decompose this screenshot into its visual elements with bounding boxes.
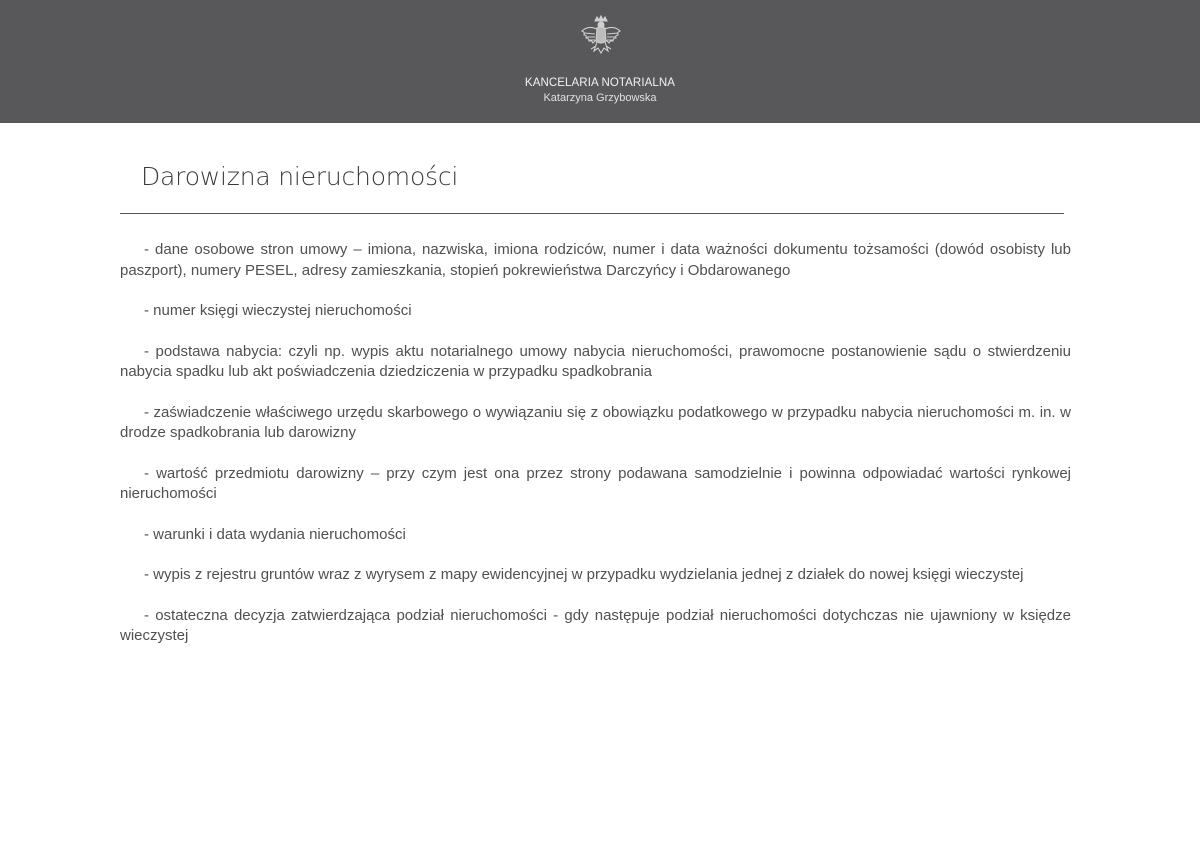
list-item: - podstawa nabycia: czyli np. wypis aktu notarialnego umowy nabycia nieruchomości, prawomocne postanowienie sądu o stwierdzeniu nabycia spadku lub akt poświadczenia dziedziczenia w przypadku spadkobrania [120,342,1071,380]
brand-name: KANCELARIA NOTARIALNA [524,77,676,89]
polish-eagle-emblem-icon [580,15,622,61]
list-item: - zaświadczenie właściwego urzędu skarbowego o wywiązaniu się z obowiązku podatkowego w przypadku nabycia nieruchomości m. in. w drodze spadkobrania lub darowizny [120,403,1071,441]
title-divider [120,213,1064,214]
list-item: - warunki i data wydania nieruchomości [144,525,406,543]
list-item: - ostateczna decyzja zatwierdzająca podział nieruchomości - gdy następuje podział nieruchomości dotychczas nie ujawniony w księdze wieczystej [120,606,1071,644]
document-list [120,240,1071,667]
list-item: - dane osobowe stron umowy – imiona, nazwiska, imiona rodziców, numer i data ważności dokumentu tożsamości (dowód osobisty lub paszport), numery PESEL, adresy zamieszkania, stopień pokrewieństwa Darczyńcy i Obdarowanego [120,241,1071,279]
list-item: - numer księgi wieczystej nieruchomości [144,302,412,319]
page-title: Darowizna nieruchomości [141,162,459,191]
list-item: - wypis z rejestru gruntów wraz z wyrysem z mapy ewidencyjnej w przypadku wydzielania jednej z działek do nowej księgi wieczystej [144,566,1024,583]
brand-subtitle: Katarzyna Grzybowska [543,92,657,104]
list-item: - wartość przedmiotu darowizny – przy czym jest ona przez strony podawana samodzielnie i powinna odpowiadać wartości rynkowej nieruchomości [120,464,1071,502]
site-header [0,0,1200,123]
